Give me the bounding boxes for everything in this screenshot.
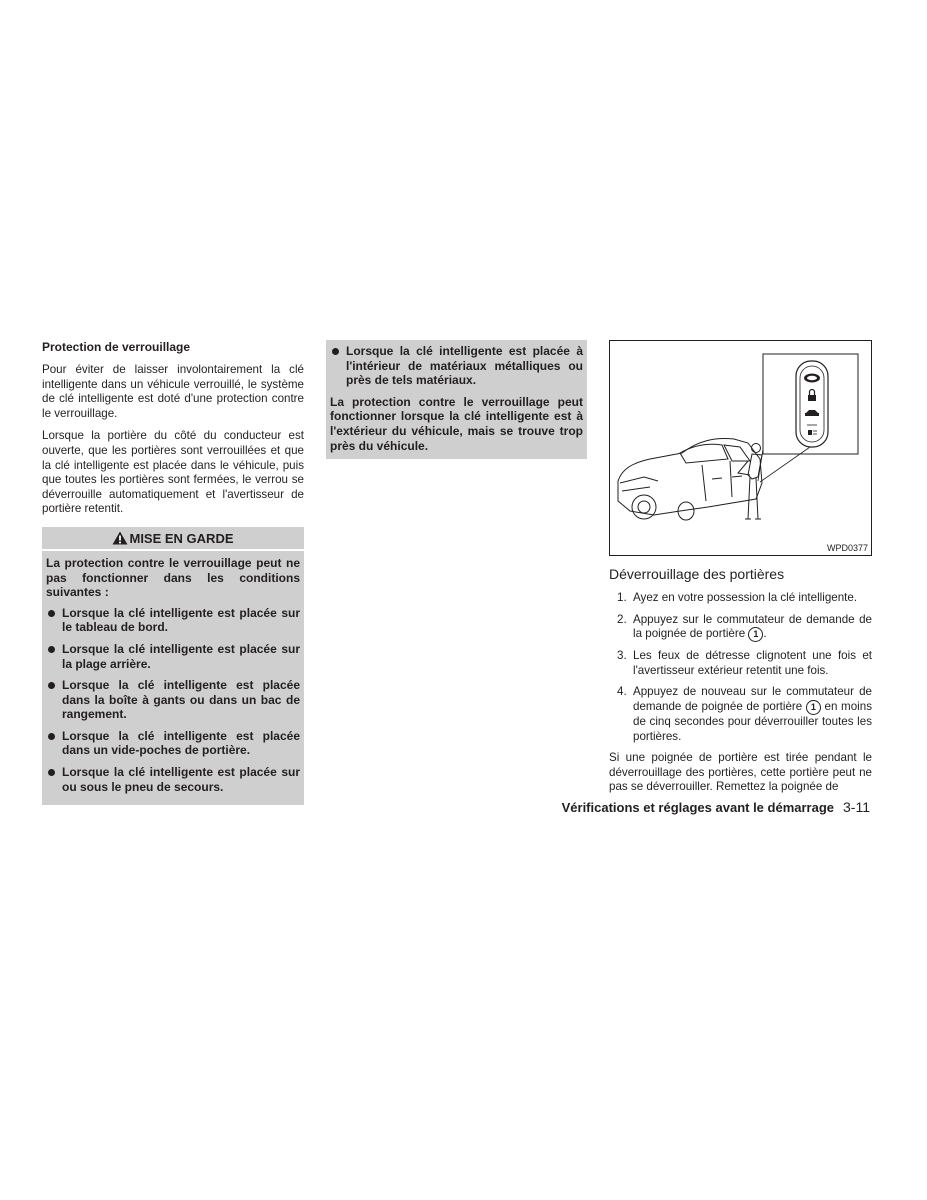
caution-body bbox=[42, 551, 304, 805]
step-number: 1. bbox=[617, 591, 627, 604]
unlock-steps bbox=[609, 591, 872, 744]
callout-1-icon: 1 bbox=[748, 627, 763, 642]
step-text: Ayez en votre possession la clé intelligente. bbox=[633, 591, 858, 604]
key-fob-panel bbox=[763, 354, 858, 454]
footer-section-title: Vérifications et réglages avant le démarrage bbox=[561, 800, 835, 815]
caution-header bbox=[42, 527, 304, 551]
caution-box-continued bbox=[326, 340, 587, 459]
list-item: Lorsque la clé intelligente est placée sur le tableau de bord. bbox=[46, 606, 300, 635]
callout-1-icon: 1 bbox=[806, 700, 821, 715]
step-number: 4. bbox=[617, 685, 627, 699]
list-item bbox=[609, 649, 872, 678]
intro-paragraph: Pour éviter de laisser involontairement la clé intelligente dans un véhicule verrouillé, le système de clé intelligente est doté d'une protection contre le verrouillage. bbox=[42, 363, 304, 420]
left-column bbox=[42, 340, 304, 805]
step-text: Appuyez sur le commutateur de demande de la poignée de portière bbox=[633, 612, 872, 641]
figure-id: WPD0377 bbox=[826, 543, 868, 553]
step-text: Les feux de détresse clignotent une fois et l'avertisseur extérieur retentit une fois. bbox=[633, 649, 872, 677]
list-item: Lorsque la clé intelligente est placée dans la boîte à gants ou dans un bac de rangement. bbox=[46, 678, 300, 722]
list-item: Lorsque la clé intelligente est placée dans un vide-poches de portière. bbox=[46, 729, 300, 758]
detail-paragraph: Lorsque la portière du côté du conducteur est ouverte, que les portières sont verrouillées et que la clé intelligente est placée dans le véhicule, puis que toutes les portières sont fermées, le verrou se déverrouille automatiquement et l'avertisseur de portière retentit. bbox=[42, 429, 304, 516]
right-column bbox=[609, 340, 872, 803]
list-item bbox=[609, 685, 872, 744]
caution-title: MISE EN GARDE bbox=[129, 530, 234, 546]
step-text-end: en moins de cinq secondes pour déverrouiller toutes les portières. bbox=[633, 699, 872, 743]
unlock-title: Déverrouillage des portières bbox=[609, 566, 785, 582]
page-number: 3-11 bbox=[843, 799, 870, 815]
step-text: Appuyez de nouveau sur le commutateur de demande de poignée de portière bbox=[633, 685, 872, 713]
caution-box bbox=[42, 527, 304, 805]
figure-illustration bbox=[609, 340, 872, 556]
caution-paragraph: La protection contre le verrouillage peut fonctionner lorsque la clé intelligente est à l'extérieur du véhicule, mais se trouve trop près du véhicule. bbox=[330, 394, 583, 453]
person-drawing bbox=[738, 444, 762, 520]
list-item bbox=[609, 591, 872, 606]
caution-lead: La protection contre le verrouillage peut ne pas fonctionner dans les conditions suivantes : bbox=[46, 555, 300, 600]
caution-list bbox=[46, 606, 300, 795]
closing-paragraph: Si une poignée de portière est tirée pendant le déverrouillage des portières, cette portière peut ne pas se déverrouiller. Remettez la poignée de bbox=[609, 751, 872, 794]
step-number: 3. bbox=[617, 649, 627, 663]
list-item: Lorsque la clé intelligente est placée sur la plage arrière. bbox=[46, 642, 300, 671]
middle-column bbox=[326, 340, 587, 459]
warning-icon bbox=[112, 531, 128, 545]
car-key-illustration bbox=[610, 341, 871, 555]
caution-list-continued bbox=[330, 344, 583, 388]
list-item bbox=[609, 613, 872, 643]
step-number: 2. bbox=[617, 612, 627, 626]
list-item: Lorsque la clé intelligente est placée sur ou sous le pneu de secours. bbox=[46, 765, 300, 794]
section-heading: Protection de verrouillage bbox=[42, 340, 191, 354]
car-drawing bbox=[618, 439, 762, 520]
list-item: Lorsque la clé intelligente est placée à l'intérieur de matériaux métalliques ou près de tels matériaux. bbox=[330, 344, 583, 388]
page-footer bbox=[562, 799, 870, 815]
step-text-end: . bbox=[763, 627, 767, 641]
